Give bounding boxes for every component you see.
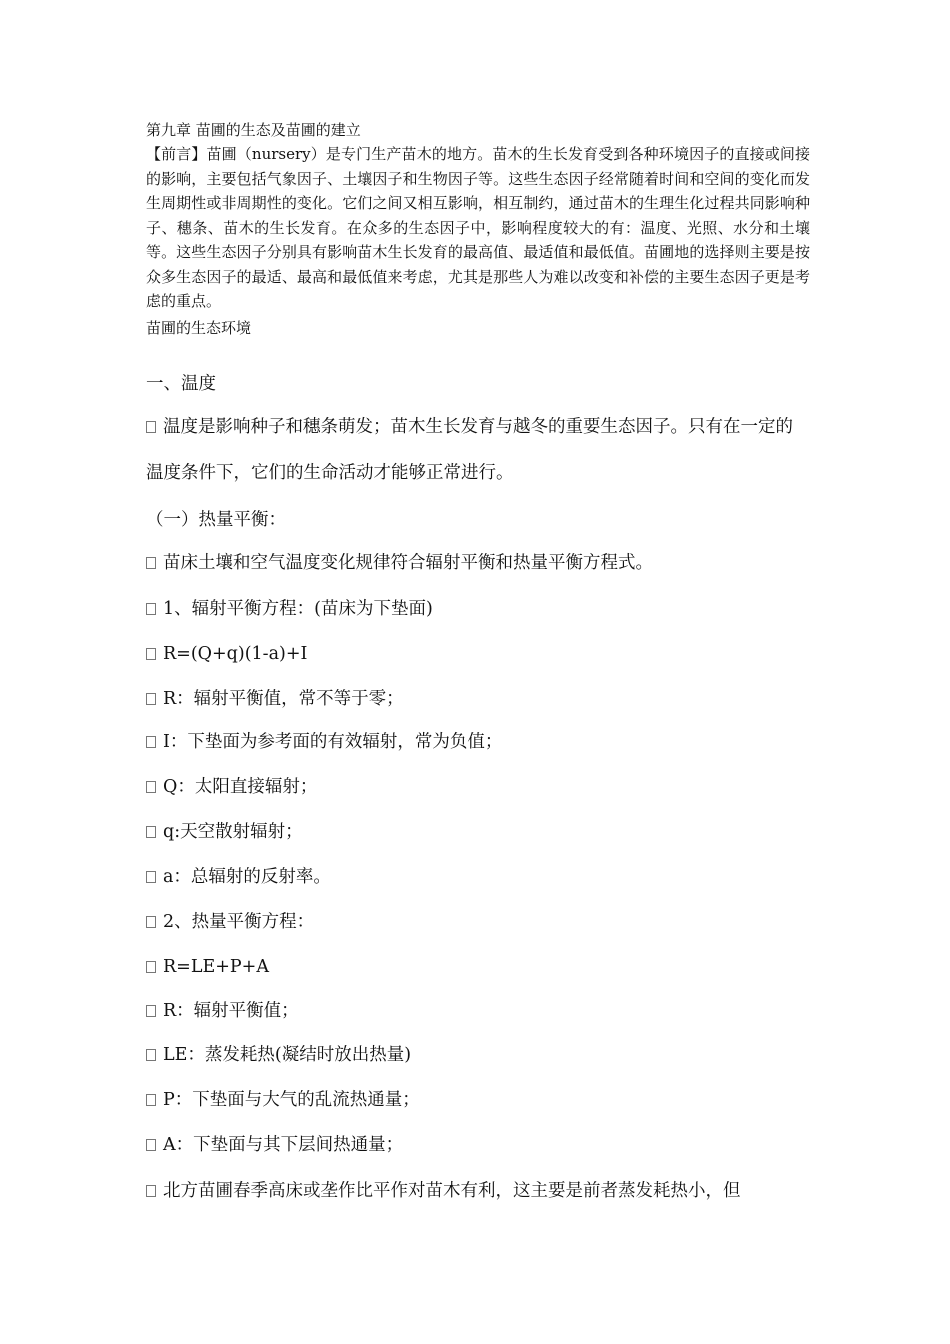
list-item-text: 1、辐射平衡方程：(苗床为下垫面) [163,599,433,619]
bullet-box-icon [146,871,156,883]
bullet-box-icon [146,781,156,793]
list-item [146,955,810,979]
list-item [146,999,810,1023]
bullet-box-icon [146,736,156,748]
bullet-box-icon [146,693,156,705]
temperature-paragraph [146,404,810,496]
bullet-box-icon [146,421,156,433]
list-item [146,1133,810,1157]
list-item [146,775,810,799]
list-item-text: R：辐射平衡值，常不等于零； [163,689,404,709]
list-item [146,820,810,844]
list-item-text: a：总辐射的反射率。 [163,867,331,887]
bullet-box-icon [146,1139,156,1151]
list-item [146,730,810,754]
bullet-box-icon [146,603,156,615]
list-item [146,642,810,666]
list-item-text: LE：蒸发耗热(凝结时放出热量) [163,1045,412,1065]
bullet-box-icon [146,961,156,973]
bullet-box-icon [146,826,156,838]
list-item-text: R=LE+P+A [163,957,269,977]
bullet-box-icon [146,1185,156,1197]
list-item [146,1043,810,1067]
list-item-text: 苗床土壤和空气温度变化规律符合辐射平衡和热量平衡方程式。 [163,553,653,573]
list-item-text: R=(Q+q)(1-a)+I [163,644,308,664]
list-item-text: R：辐射平衡值； [163,1001,299,1021]
temperature-text: 温度是影响种子和穗条萌发；苗木生长发育与越冬的重要生态因子。只有在一定的温度条件下，它们的生命活动才能够正常进行。 [146,417,793,483]
list-item [146,865,810,889]
list-item [146,551,810,575]
section-label: 苗圃的生态环境 [146,319,252,337]
chapter-title: 第九章 苗圃的生态及苗圃的建立 [146,121,361,139]
bullet-box-icon [146,1005,156,1017]
bullet-box-icon [146,916,156,928]
intro-paragraph: 【前言】苗圃（nursery）是专门生产苗木的地方。苗木的生长发育受到各种环境因子的直接或间接的影响，主要包括气象因子、土壤因子和生物因子等。这些生态因子经常随着时间和空间的变化而发生周期性或非周期性的变化。它们之间又相互影响，相互制约，通过苗木的生理生化过程共同影响种子、穗条、苗木的生长发育。在众多的生态因子中，影响程度较大的有：温度、光照、水分和土壤等。这些生态因子分别具有影响苗木生长发育的最高值、最适值和最低值。苗圃地的选择则主要是按众多生态因子的最适、最高和最低值来考虑，尤其是那些人为难以改变和补偿的主要生态因子更是考虑的重点。 [146,145,810,310]
bullet-box-icon [146,1094,156,1106]
heading-heat-balance: （一）热量平衡： [146,510,286,530]
heading-temperature: 一、温度 [146,374,216,394]
bullet-box-icon [146,557,156,569]
list-item-text: A：下垫面与其下层间热通量； [163,1135,404,1155]
list-item-text: I：下垫面为参考面的有效辐射，常为负值； [163,732,503,752]
list-item [146,687,810,711]
list-item-text: P：下垫面与大气的乱流热通量； [163,1090,420,1110]
list-item [146,1179,810,1203]
list-item-text: q:天空散射辐射； [163,822,303,842]
list-item-text: Q：太阳直接辐射； [163,777,318,797]
list-item [146,1088,810,1112]
list-item-text: 2、热量平衡方程： [163,912,315,932]
bullet-box-icon [146,1049,156,1061]
list-item [146,597,810,621]
list-item [146,910,810,934]
list-item-text: 北方苗圃春季高床或垄作比平作对苗木有利，这主要是前者蒸发耗热小，但 [163,1181,741,1201]
bullet-box-icon [146,648,156,660]
